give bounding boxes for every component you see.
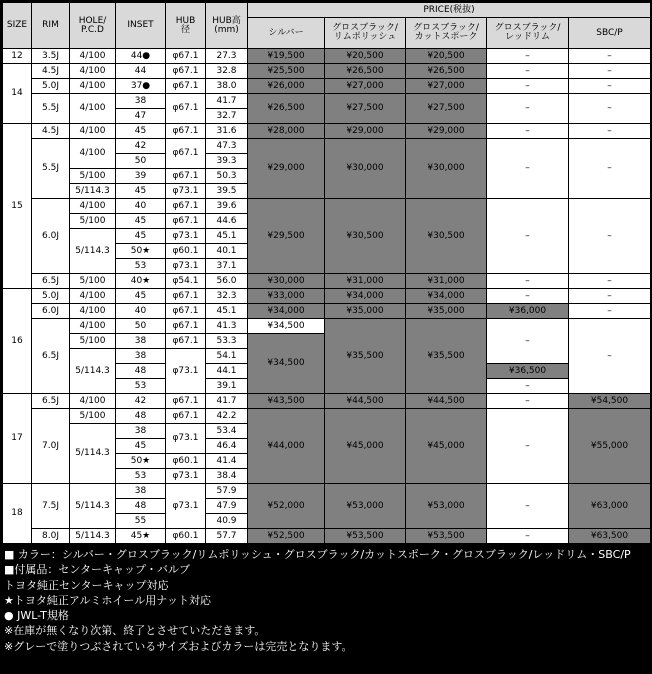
pcd-cell: 5/114.3 bbox=[70, 349, 116, 394]
inset-cell: 40★ bbox=[116, 274, 166, 289]
hub-cell: φ67.1 bbox=[166, 289, 206, 304]
price-rim-polish: ¥53,500 bbox=[325, 529, 406, 544]
table-row bbox=[3, 289, 651, 304]
price-red-rim: – bbox=[487, 124, 569, 139]
price-red-rim: – bbox=[487, 274, 569, 289]
hub-height-cell: 39.5 bbox=[206, 184, 248, 199]
pcd-cell: 4/100 bbox=[70, 394, 116, 409]
inset-cell: 45★ bbox=[116, 529, 166, 544]
price-sbc: ¥63,500 bbox=[569, 529, 651, 544]
table-row bbox=[3, 64, 651, 79]
price-red-rim: – bbox=[487, 49, 569, 64]
price-sbc: ¥54,500 bbox=[569, 394, 651, 409]
rim-cell: 5.5J bbox=[32, 94, 70, 124]
hub-height-cell: 47.9 bbox=[206, 499, 248, 514]
pcd-cell: 4/100 bbox=[70, 199, 116, 214]
hub-height-cell: 44.1 bbox=[206, 364, 248, 379]
header-price-silver: シルバー bbox=[248, 18, 325, 49]
pcd-cell: 4/100 bbox=[70, 139, 116, 169]
rim-cell: 6.0J bbox=[32, 199, 70, 274]
price-cut-spoke: ¥26,500 bbox=[406, 64, 487, 79]
pcd-cell: 5/114.3 bbox=[70, 529, 116, 544]
price-sbc: – bbox=[569, 289, 651, 304]
price-sbc: ¥55,000 bbox=[569, 409, 651, 484]
table-row bbox=[3, 49, 651, 64]
rim-cell: 6.5J bbox=[32, 274, 70, 289]
price-red-rim: – bbox=[487, 289, 569, 304]
hub-cell: φ73.1 bbox=[166, 184, 206, 199]
hub-height-cell: 56.0 bbox=[206, 274, 248, 289]
price-cut-spoke: ¥35,500 bbox=[406, 319, 487, 394]
price-cut-spoke: ¥53,000 bbox=[406, 484, 487, 529]
price-cut-spoke: ¥44,500 bbox=[406, 394, 487, 409]
table-row bbox=[3, 199, 651, 214]
hub-height-cell: 54.1 bbox=[206, 349, 248, 364]
price-cut-spoke: ¥30,500 bbox=[406, 199, 487, 274]
price-cut-spoke: ¥45,000 bbox=[406, 409, 487, 484]
hub-height-cell: 41.3 bbox=[206, 319, 248, 334]
pcd-cell: 5/100 bbox=[70, 334, 116, 349]
header-price-red-rim: グロスブラック/ レッドリム bbox=[487, 18, 569, 49]
inset-cell: 45 bbox=[116, 214, 166, 229]
price-silver: ¥19,500 bbox=[248, 49, 325, 64]
inset-cell: 44● bbox=[116, 49, 166, 64]
hub-cell: φ67.1 bbox=[166, 394, 206, 409]
inset-cell: 45 bbox=[116, 124, 166, 139]
hub-height-cell: 31.6 bbox=[206, 124, 248, 139]
inset-cell: 42 bbox=[116, 139, 166, 154]
rim-cell: 5.0J bbox=[32, 289, 70, 304]
inset-cell: 38 bbox=[116, 334, 166, 349]
price-sbc: – bbox=[569, 319, 651, 394]
price-sbc: – bbox=[569, 79, 651, 94]
header-price-cut-spoke: グロスブラック/ カットスポーク bbox=[406, 18, 487, 49]
header-pcd: HOLE/ P.C.D bbox=[70, 3, 116, 49]
price-silver: ¥52,500 bbox=[248, 529, 325, 544]
pcd-cell: 4/100 bbox=[70, 79, 116, 94]
price-sbc: – bbox=[569, 64, 651, 79]
hub-height-cell: 27.3 bbox=[206, 49, 248, 64]
hub-height-cell: 41.4 bbox=[206, 454, 248, 469]
hub-height-cell: 32.8 bbox=[206, 64, 248, 79]
price-red-rim: – bbox=[487, 199, 569, 274]
table-row bbox=[3, 304, 651, 319]
rim-cell: 6.5J bbox=[32, 394, 70, 409]
hub-cell: φ67.1 bbox=[166, 304, 206, 319]
price-red-rim: ¥36,500 bbox=[487, 364, 569, 379]
price-silver: ¥30,000 bbox=[248, 274, 325, 289]
inset-cell: 47 bbox=[116, 109, 166, 124]
rim-cell: 8.0J bbox=[32, 529, 70, 544]
inset-cell: 45 bbox=[116, 289, 166, 304]
hub-cell: φ67.1 bbox=[166, 214, 206, 229]
table-row bbox=[3, 484, 651, 499]
price-cut-spoke: ¥34,000 bbox=[406, 289, 487, 304]
price-rim-polish: ¥34,000 bbox=[325, 289, 406, 304]
pcd-cell: 4/100 bbox=[70, 289, 116, 304]
pcd-cell: 4/100 bbox=[70, 319, 116, 334]
price-rim-polish: ¥30,000 bbox=[325, 139, 406, 199]
hub-height-cell: 45.1 bbox=[206, 304, 248, 319]
inset-cell: 53 bbox=[116, 379, 166, 394]
rim-cell: 6.0J bbox=[32, 304, 70, 319]
hub-cell: φ73.1 bbox=[166, 484, 206, 529]
hub-height-cell: 46.4 bbox=[206, 439, 248, 454]
header-hub-height: HUB高 (mm) bbox=[206, 3, 248, 49]
pcd-cell: 4/100 bbox=[70, 304, 116, 319]
price-silver: ¥34,500 bbox=[248, 319, 325, 334]
table-row bbox=[3, 529, 651, 544]
hub-cell: φ60.1 bbox=[166, 244, 206, 259]
price-cut-spoke: ¥20,500 bbox=[406, 49, 487, 64]
size-cell: 16 bbox=[3, 289, 32, 394]
table-row bbox=[3, 139, 651, 154]
price-rim-polish: ¥20,500 bbox=[325, 49, 406, 64]
price-cut-spoke: ¥30,000 bbox=[406, 139, 487, 199]
price-red-rim: – bbox=[487, 529, 569, 544]
inset-cell: 48 bbox=[116, 499, 166, 514]
inset-cell: 48 bbox=[116, 364, 166, 379]
table-row bbox=[3, 274, 651, 289]
price-silver: ¥33,000 bbox=[248, 289, 325, 304]
hub-cell: φ67.1 bbox=[166, 199, 206, 214]
hub-cell: φ54.1 bbox=[166, 274, 206, 289]
hub-height-cell: 39.3 bbox=[206, 154, 248, 169]
rim-cell: 5.0J bbox=[32, 79, 70, 94]
header-inset: INSET bbox=[116, 3, 166, 49]
price-red-rim: – bbox=[487, 409, 569, 484]
price-red-rim: – bbox=[487, 379, 569, 394]
hub-height-cell: 40.9 bbox=[206, 514, 248, 529]
inset-cell: 45 bbox=[116, 439, 166, 454]
hub-height-cell: 53.3 bbox=[206, 334, 248, 349]
hub-cell: φ67.1 bbox=[166, 409, 206, 424]
table-row bbox=[3, 94, 651, 109]
inset-cell: 53 bbox=[116, 259, 166, 274]
inset-cell: 38 bbox=[116, 94, 166, 109]
price-rim-polish: ¥29,000 bbox=[325, 124, 406, 139]
price-red-rim: ¥36,000 bbox=[487, 304, 569, 319]
note-accessories: ■付属品：センターキャップ・バルブ bbox=[4, 563, 190, 577]
price-sbc: – bbox=[569, 199, 651, 274]
rim-cell: 3.5J bbox=[32, 49, 70, 64]
pcd-cell: 5/100 bbox=[70, 214, 116, 229]
price-red-rim: – bbox=[487, 94, 569, 124]
hub-cell: φ67.1 bbox=[166, 319, 206, 334]
hub-cell: φ67.1 bbox=[166, 139, 206, 169]
header-rim: RIM bbox=[32, 3, 70, 49]
table-row bbox=[3, 124, 651, 139]
price-cut-spoke: ¥53,500 bbox=[406, 529, 487, 544]
price-silver: ¥52,000 bbox=[248, 484, 325, 529]
price-cut-spoke: ¥27,000 bbox=[406, 79, 487, 94]
price-rim-polish: ¥31,000 bbox=[325, 274, 406, 289]
size-cell: 15 bbox=[3, 124, 32, 289]
pcd-cell: 4/100 bbox=[70, 94, 116, 124]
inset-cell: 50★ bbox=[116, 454, 166, 469]
inset-cell: 45 bbox=[116, 229, 166, 244]
hub-cell: φ67.1 bbox=[166, 64, 206, 79]
hub-cell: φ67.1 bbox=[166, 124, 206, 139]
price-sbc: – bbox=[569, 94, 651, 124]
header-hub: HUB 径 bbox=[166, 3, 206, 49]
size-cell: 18 bbox=[3, 484, 32, 544]
inset-cell: 38 bbox=[116, 484, 166, 499]
price-sbc: – bbox=[569, 274, 651, 289]
rim-cell: 5.5J bbox=[32, 139, 70, 199]
rim-cell: 4.5J bbox=[32, 124, 70, 139]
note-stock: ※在庫が無くなり次第、終了とさせていただきます。 bbox=[4, 624, 266, 638]
pcd-cell: 5/100 bbox=[70, 169, 116, 184]
price-silver: ¥34,500 bbox=[248, 334, 325, 394]
price-rim-polish: ¥35,500 bbox=[325, 319, 406, 394]
note-colors: ■ カラー：シルバー・グロスブラック/リムポリッシュ・グロスブラック/カットスポーク・グロスブラック/レッドリム・SBC/P bbox=[4, 548, 631, 561]
price-sbc: – bbox=[569, 49, 651, 64]
hub-height-cell: 53.4 bbox=[206, 424, 248, 439]
header-size: SIZE bbox=[3, 3, 32, 49]
hub-height-cell: 38.4 bbox=[206, 469, 248, 484]
price-sbc: – bbox=[569, 304, 651, 319]
header-price-rim-polish: グロスブラック/ リムポリッシュ bbox=[325, 18, 406, 49]
price-red-rim: – bbox=[487, 79, 569, 94]
pcd-cell: 5/114.3 bbox=[70, 184, 116, 199]
wheel-spec-price-table bbox=[2, 2, 651, 544]
pcd-cell: 5/100 bbox=[70, 274, 116, 289]
header-price: PRICE(税抜) bbox=[248, 3, 651, 18]
price-silver: ¥43,500 bbox=[248, 394, 325, 409]
table-row bbox=[3, 394, 651, 409]
hub-height-cell: 32.7 bbox=[206, 109, 248, 124]
pcd-cell: 5/114.3 bbox=[70, 424, 116, 484]
hub-cell: φ67.1 bbox=[166, 169, 206, 184]
pcd-cell: 5/100 bbox=[70, 409, 116, 424]
hub-cell: φ67.1 bbox=[166, 94, 206, 124]
price-sbc: – bbox=[569, 124, 651, 139]
hub-cell: φ73.1 bbox=[166, 259, 206, 274]
hub-height-cell: 47.3 bbox=[206, 139, 248, 154]
hub-height-cell: 45.1 bbox=[206, 229, 248, 244]
price-rim-polish: ¥30,500 bbox=[325, 199, 406, 274]
inset-cell: 37● bbox=[116, 79, 166, 94]
hub-height-cell: 39.6 bbox=[206, 199, 248, 214]
inset-cell: 38 bbox=[116, 349, 166, 364]
price-silver: ¥25,500 bbox=[248, 64, 325, 79]
pcd-cell: 5/114.3 bbox=[70, 229, 116, 274]
hub-height-cell: 41.7 bbox=[206, 94, 248, 109]
table-row bbox=[3, 79, 651, 94]
rim-cell: 6.5J bbox=[32, 319, 70, 394]
hub-cell: φ67.1 bbox=[166, 334, 206, 349]
pcd-cell: 4/100 bbox=[70, 124, 116, 139]
inset-cell: 53 bbox=[116, 469, 166, 484]
price-rim-polish: ¥45,000 bbox=[325, 409, 406, 484]
rim-cell: 7.0J bbox=[32, 409, 70, 484]
notes-section bbox=[4, 547, 652, 654]
price-sbc: ¥63,000 bbox=[569, 484, 651, 529]
hub-cell: φ60.1 bbox=[166, 529, 206, 544]
note-sold-out: ※グレーで塗りつぶされているサイズおよびカラーは完売となります。 bbox=[4, 639, 353, 653]
inset-cell: 42 bbox=[116, 394, 166, 409]
note-star-nut: ★トヨタ純正アルミホイール用ナット対応 bbox=[4, 593, 211, 607]
price-rim-polish: ¥27,000 bbox=[325, 79, 406, 94]
hub-height-cell: 57.9 bbox=[206, 484, 248, 499]
pcd-cell: 4/100 bbox=[70, 64, 116, 79]
price-red-rim: – bbox=[487, 394, 569, 409]
price-rim-polish: ¥27,500 bbox=[325, 94, 406, 124]
price-silver: ¥29,000 bbox=[248, 139, 325, 199]
table-row bbox=[3, 319, 651, 334]
price-silver: ¥26,000 bbox=[248, 79, 325, 94]
inset-cell: 50 bbox=[116, 319, 166, 334]
hub-height-cell: 44.6 bbox=[206, 214, 248, 229]
inset-cell: 55 bbox=[116, 514, 166, 529]
hub-height-cell: 39.1 bbox=[206, 379, 248, 394]
price-rim-polish: ¥26,500 bbox=[325, 64, 406, 79]
price-cut-spoke: ¥27,500 bbox=[406, 94, 487, 124]
price-red-rim: – bbox=[487, 319, 569, 364]
inset-cell: 40 bbox=[116, 304, 166, 319]
header-price-sbc: SBC/P bbox=[569, 18, 651, 49]
size-cell: 12 bbox=[3, 49, 32, 64]
inset-cell: 44 bbox=[116, 64, 166, 79]
hub-cell: φ73.1 bbox=[166, 424, 206, 454]
price-silver: ¥44,000 bbox=[248, 409, 325, 484]
price-silver: ¥34,000 bbox=[248, 304, 325, 319]
note-center-cap: トヨタ純正センターキャップ対応 bbox=[4, 578, 169, 592]
inset-cell: 48 bbox=[116, 409, 166, 424]
size-cell: 17 bbox=[3, 394, 32, 484]
inset-cell: 50★ bbox=[116, 244, 166, 259]
price-rim-polish: ¥35,000 bbox=[325, 304, 406, 319]
price-silver: ¥29,500 bbox=[248, 199, 325, 274]
inset-cell: 39 bbox=[116, 169, 166, 184]
pcd-cell: 5/114.3 bbox=[70, 484, 116, 529]
rim-cell: 7.5J bbox=[32, 484, 70, 529]
hub-cell: φ60.1 bbox=[166, 454, 206, 469]
price-cut-spoke: ¥29,000 bbox=[406, 124, 487, 139]
hub-cell: φ67.1 bbox=[166, 49, 206, 64]
price-silver: ¥26,500 bbox=[248, 94, 325, 124]
hub-cell: φ73.1 bbox=[166, 229, 206, 244]
hub-cell: φ67.1 bbox=[166, 79, 206, 94]
inset-cell: 38 bbox=[116, 424, 166, 439]
hub-height-cell: 42.2 bbox=[206, 409, 248, 424]
rim-cell: 4.5J bbox=[32, 64, 70, 79]
table-row bbox=[3, 409, 651, 424]
hub-cell: φ73.1 bbox=[166, 349, 206, 394]
price-rim-polish: ¥53,000 bbox=[325, 484, 406, 529]
price-cut-spoke: ¥31,000 bbox=[406, 274, 487, 289]
price-red-rim: – bbox=[487, 139, 569, 199]
hub-height-cell: 41.7 bbox=[206, 394, 248, 409]
price-sbc: – bbox=[569, 139, 651, 199]
price-red-rim: – bbox=[487, 64, 569, 79]
hub-height-cell: 32.3 bbox=[206, 289, 248, 304]
inset-cell: 45 bbox=[116, 184, 166, 199]
hub-height-cell: 40.1 bbox=[206, 244, 248, 259]
price-cut-spoke: ¥35,000 bbox=[406, 304, 487, 319]
price-rim-polish: ¥44,500 bbox=[325, 394, 406, 409]
note-jwl: ● JWL-T規格 bbox=[4, 609, 69, 623]
hub-height-cell: 50.3 bbox=[206, 169, 248, 184]
price-red-rim: – bbox=[487, 484, 569, 529]
hub-height-cell: 37.1 bbox=[206, 259, 248, 274]
inset-cell: 50 bbox=[116, 154, 166, 169]
pcd-cell: 4/100 bbox=[70, 49, 116, 64]
hub-height-cell: 38.0 bbox=[206, 79, 248, 94]
inset-cell: 40 bbox=[116, 199, 166, 214]
price-silver: ¥28,000 bbox=[248, 124, 325, 139]
hub-height-cell: 57.7 bbox=[206, 529, 248, 544]
size-cell: 14 bbox=[3, 64, 32, 124]
hub-cell: φ73.1 bbox=[166, 469, 206, 484]
